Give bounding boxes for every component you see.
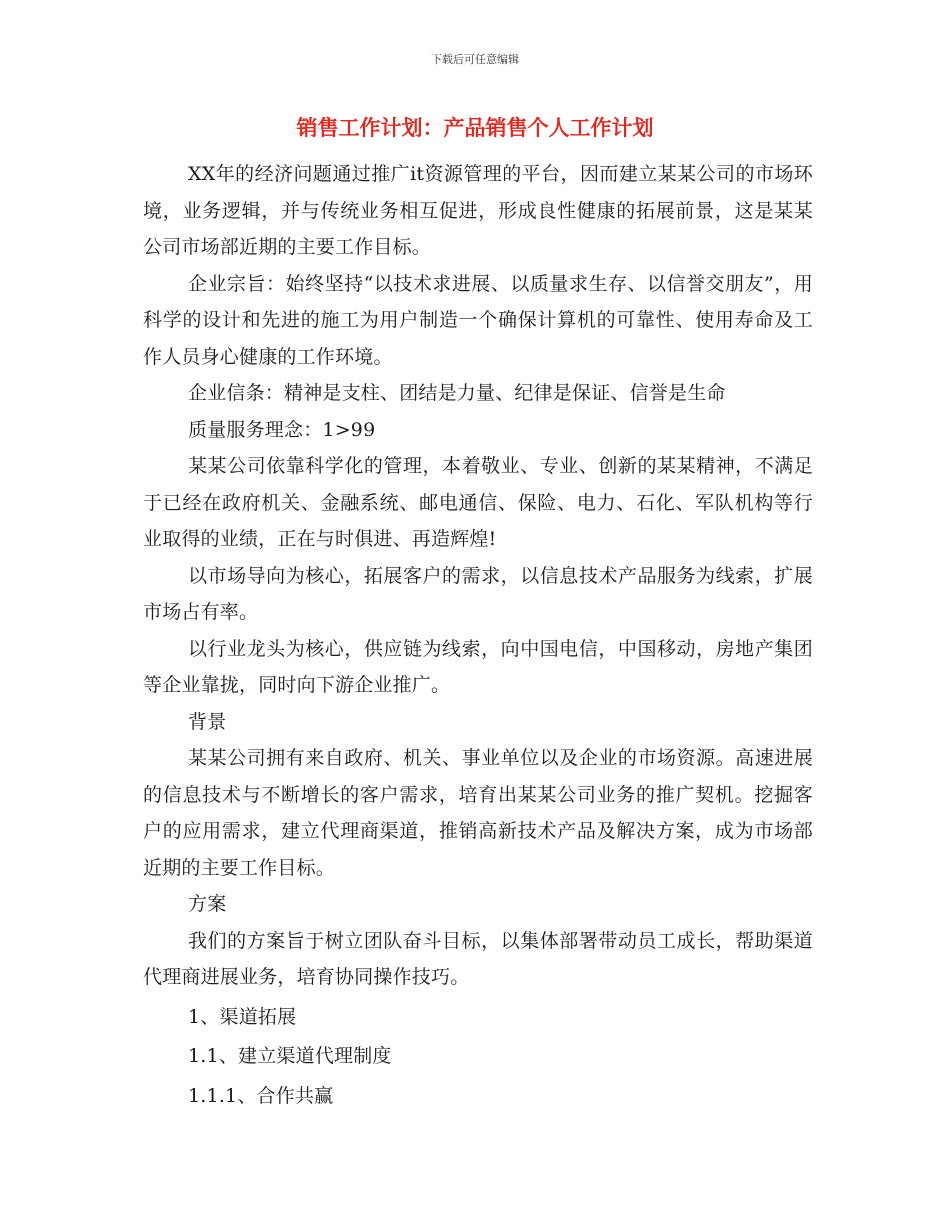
list-heading-1-1: 1.1、建立渠道代理制度 [188, 1045, 392, 1067]
document-body [143, 156, 813, 1114]
paragraph: XX年的经济问题通过推广it资源管理的平台，因而建立某某公司的市场环境，业务逻辑，并与传统业务相互促进，形成良性健康的拓展前景，这是某某公司市场部近期的主要工作目标。 [143, 163, 813, 258]
paragraph: 我们的方案旨于树立团队奋斗目标，以集体部署带动员工成长，帮助渠道代理商进展业务，培育协同操作技巧。 [143, 929, 813, 988]
list-heading-1: 1、渠道拓展 [188, 1005, 297, 1028]
page-header-note: 下载后可任意编辑 [431, 53, 519, 66]
paragraph: 以行业龙头为核心，供应链为线索，向中国电信，中国移动，房地产集团等企业靠拢，同时向下游企业推广。 [143, 637, 813, 696]
paragraph: 企业信条：精神是支柱、团结是力量、纪律是保证、信誉是生命 [188, 382, 726, 404]
paragraph: 某某公司拥有来自政府、机关、事业单位以及企业的市场资源。高速进展的信息技术与不断增长的客户需求，培育出某某公司业务的推广契机。挖掘客户的应用需求，建立代理商渠道，推销高新技术产品及解决方案，成为市场部近期的主要工作目标。 [143, 747, 813, 879]
paragraph: 企业宗旨：始终坚持“以技术求进展、以质量求生存、以信誉交朋友”，用科学的设计和先进的施工为用户制造一个确保计算机的可靠性、使用寿命及工作人员身心健康的工作环境。 [143, 272, 813, 368]
paragraph: 某某公司依靠科学化的管理，本着敬业、专业、创新的某某精神，不满足于已经在政府机关、金融系统、邮电通信、保险、电力、石化、军队机构等行业取得的业绩，正在与时俱进、再造辉煌! [143, 455, 813, 550]
paragraph: 质量服务理念：1>99 [188, 418, 376, 441]
section-heading-background: 背景 [188, 710, 227, 733]
list-heading-1-1-1: 1.1.1、合作共赢 [188, 1084, 334, 1107]
paragraph: 以市场导向为核心，拓展客户的需求，以信息技术产品服务为线索，扩展市场占有率。 [143, 564, 813, 623]
section-heading-plan: 方案 [188, 893, 227, 915]
document-title: 销售工作计划：产品销售个人工作计划 [296, 116, 654, 140]
